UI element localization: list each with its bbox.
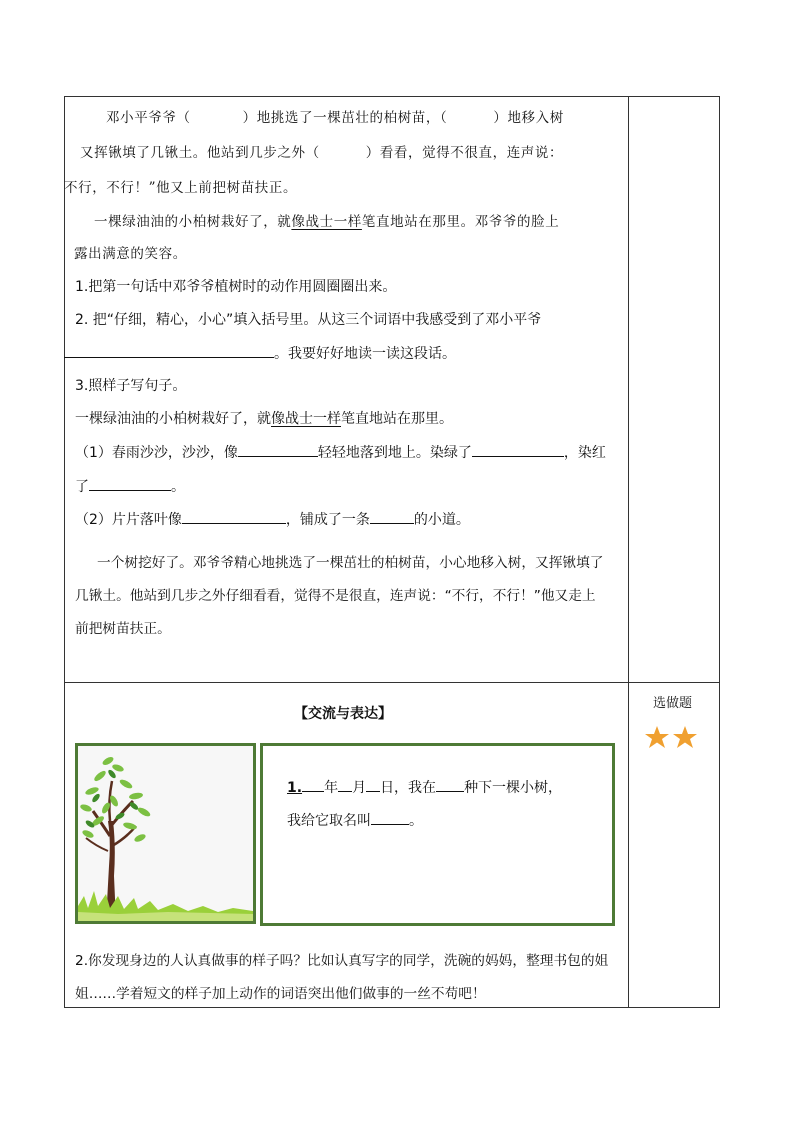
underlined-phrase: 像战士一样 <box>271 411 341 427</box>
table-row-divider <box>64 682 720 683</box>
question-1: 1.把第一句话中邓爷爷植树时的动作用圆圈圈出来。 <box>75 279 397 295</box>
card-text: 我给它取名叫 <box>287 813 371 829</box>
table-column-divider <box>628 96 629 1008</box>
sentence-text: 。 <box>171 479 185 495</box>
answer-blank[interactable] <box>370 509 414 524</box>
month-blank[interactable] <box>338 777 352 792</box>
table-right-border <box>719 96 720 1008</box>
passage-text: 笔直地站在那里。邓爷爷的脸上 <box>361 214 560 230</box>
question-text: 。我要好好地读一读这段话。 <box>274 346 456 362</box>
table-top-border <box>64 96 720 97</box>
question-2-line-1: 2. 把“仔细，精心，小心”填入括号里。从这三个词语中我感受到了邓小平爷 <box>75 312 542 328</box>
answer-blank[interactable] <box>64 343 274 358</box>
example-text: 一棵绿油油的小柏树栽好了，就 <box>75 411 271 427</box>
difficulty-stars <box>645 725 705 751</box>
passage-text: ）地移入树 <box>493 110 564 126</box>
passage-line-3: 不行，不行！”他又上前把树苗扶正。 <box>64 180 298 196</box>
card-text: 日，我在 <box>380 780 437 796</box>
passage-text: 一棵绿油油的小柏树栽好了，就 <box>94 214 292 230</box>
example-text: 笔直地站在那里。 <box>341 411 453 427</box>
sentence-2 <box>75 509 470 530</box>
star-icon <box>673 726 697 748</box>
table-bottom-border <box>64 1007 720 1008</box>
card-line-2 <box>287 810 423 831</box>
star-icon <box>645 726 669 748</box>
sentence-text: 了 <box>75 479 89 495</box>
sentence-text: ，铺成了一条 <box>285 512 370 528</box>
answer-passage-line-2: 几锹土。他站到几步之外仔细看看，觉得不是很直，连声说：“不行，不行！”他又走上 <box>75 588 596 604</box>
passage-text: ）地挑选了一棵茁壮的柏树苗，（ <box>242 110 448 126</box>
passage-line-4 <box>94 212 559 232</box>
stars-svg <box>645 725 705 751</box>
card-line-1 <box>287 777 562 798</box>
answer-blank[interactable] <box>472 442 564 457</box>
card-text: 种下一棵小树， <box>464 780 563 796</box>
name-blank[interactable] <box>371 810 409 825</box>
question-3: 3.照样子写句子。 <box>75 378 187 394</box>
sentence-1-line-2 <box>75 476 185 497</box>
question-2-prompt-line-1: 2.你发现身边的人认真做事的样子吗？比如认真写字的同学，洗碗的妈妈，整理书包的姐 <box>75 953 609 969</box>
card-text: 年 <box>324 780 339 796</box>
answer-blank[interactable] <box>238 442 318 457</box>
place-blank[interactable] <box>436 777 464 792</box>
table-left-border <box>64 96 65 1008</box>
day-blank[interactable] <box>366 777 380 792</box>
passage-text: ）看看，觉得不很直，连声说： <box>365 145 564 161</box>
example-sentence <box>75 409 453 429</box>
card-number: 1. <box>287 780 303 796</box>
tree-illustration <box>78 746 253 921</box>
sentence-text: （1）春雨沙沙，沙沙，像 <box>75 445 238 461</box>
answer-blank[interactable] <box>89 476 171 491</box>
section-heading: 【交流与表达】 <box>294 706 392 722</box>
question-2-prompt-line-2: 姐……学着短文的样子加上动作的词语突出他们做事的一丝不苟吧！ <box>75 986 486 1002</box>
passage-text: 又挥锹填了几锹土。他站到几步之外（ <box>80 145 320 161</box>
question-2-line-2 <box>64 343 456 364</box>
sentence-text: 轻轻地落到地上。染绿了 <box>317 445 472 461</box>
passage-line-2 <box>80 143 563 163</box>
passage-line-1 <box>106 108 564 128</box>
sentence-text: 的小道。 <box>413 512 470 528</box>
passage-text: 邓小平爷爷（ <box>106 110 191 126</box>
side-label: 选做题 <box>653 696 693 711</box>
answer-blank[interactable] <box>182 509 286 524</box>
sentence-text: （2）片片落叶像 <box>75 512 182 528</box>
underlined-phrase: 像战士一样 <box>291 214 362 230</box>
writing-card <box>260 743 615 926</box>
year-blank[interactable] <box>302 777 324 792</box>
sentence-1-line-1 <box>75 442 606 463</box>
card-text: 月 <box>352 780 367 796</box>
card-text: 。 <box>409 813 423 829</box>
answer-passage-line-1: 一个树挖好了。邓爷爷精心地挑选了一棵茁壮的柏树苗，小心地移入树，又挥锹填了 <box>97 555 604 571</box>
answer-passage-line-3: 前把树苗扶正。 <box>75 621 171 637</box>
tree-picture-frame <box>75 743 256 924</box>
passage-line-5: 露出满意的笑容。 <box>74 246 187 262</box>
sentence-text: ，染红 <box>563 445 606 461</box>
